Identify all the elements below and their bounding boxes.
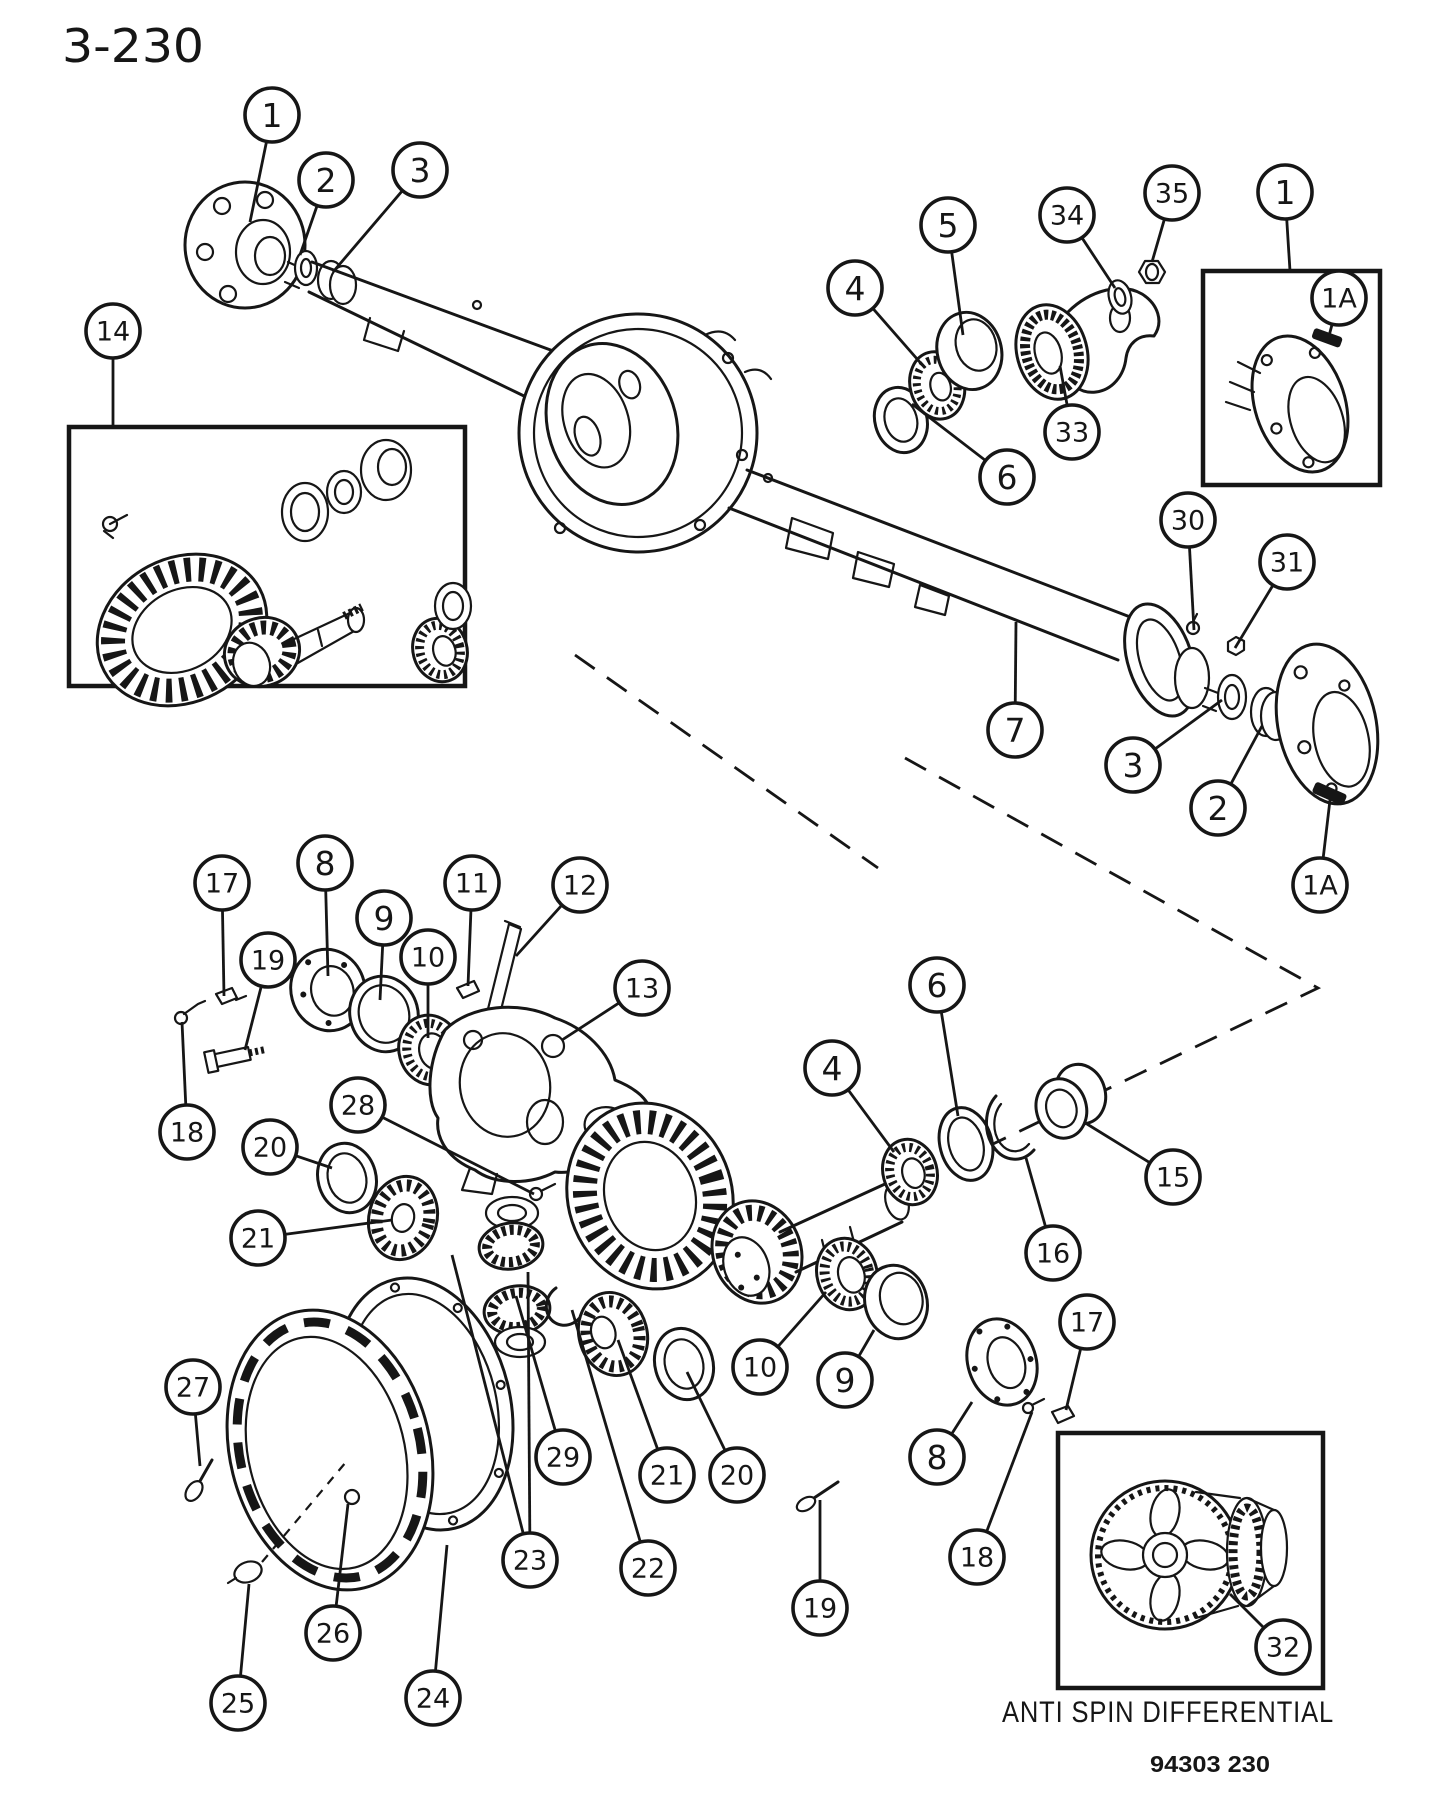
svg-text:1A: 1A	[1302, 870, 1338, 902]
svg-text:1A: 1A	[1321, 283, 1357, 315]
callout-14[interactable]	[86, 304, 140, 427]
svg-text:19: 19	[802, 1593, 838, 1625]
svg-text:33: 33	[1054, 417, 1090, 449]
svg-text:20: 20	[719, 1460, 755, 1492]
callout-31[interactable]	[1235, 535, 1314, 648]
svg-text:7: 7	[1004, 710, 1026, 750]
svg-text:20: 20	[252, 1132, 288, 1164]
callout-6[interactable]	[910, 958, 964, 1116]
pinion-yoke-drawing	[1006, 261, 1165, 407]
callout-12[interactable]	[516, 858, 607, 956]
callout-17[interactable]	[1060, 1295, 1114, 1410]
svg-text:10: 10	[410, 942, 446, 974]
svg-text:6: 6	[926, 965, 948, 1005]
callout-4[interactable]	[805, 1041, 894, 1152]
callout-19[interactable]	[241, 933, 295, 1050]
svg-text:12: 12	[562, 870, 598, 902]
svg-text:6: 6	[996, 457, 1018, 497]
svg-text:1: 1	[261, 95, 283, 135]
svg-text:21: 21	[240, 1223, 276, 1255]
svg-text:15: 15	[1155, 1162, 1191, 1194]
svg-text:30: 30	[1170, 505, 1206, 537]
svg-text:31: 31	[1269, 547, 1305, 579]
callout-18[interactable]	[160, 1022, 214, 1159]
plate-code: 94303 230	[1150, 1751, 1270, 1777]
svg-text:24: 24	[415, 1683, 451, 1715]
svg-text:10: 10	[742, 1352, 778, 1384]
callout-24[interactable]	[406, 1545, 460, 1725]
svg-text:4: 4	[821, 1048, 843, 1088]
callout-7[interactable]	[988, 622, 1042, 757]
callout-32[interactable]	[1230, 1594, 1310, 1674]
callout-34[interactable]	[1040, 188, 1115, 288]
callout-19[interactable]	[793, 1500, 847, 1635]
svg-text:32: 32	[1265, 1632, 1301, 1664]
svg-text:35: 35	[1154, 178, 1190, 210]
callout-3[interactable]	[333, 143, 447, 272]
svg-text:11: 11	[454, 868, 490, 900]
svg-text:5: 5	[937, 205, 959, 245]
callout-1[interactable]	[1258, 165, 1312, 271]
pinion-seal-and-bearing-parts	[853, 305, 1021, 459]
svg-text:25: 25	[220, 1688, 256, 1720]
svg-text:17: 17	[204, 868, 240, 900]
svg-text:2: 2	[1207, 788, 1229, 828]
callout-9[interactable]	[818, 1330, 874, 1407]
svg-text:28: 28	[340, 1090, 376, 1122]
svg-text:29: 29	[545, 1442, 581, 1474]
svg-text:13: 13	[624, 973, 660, 1005]
svg-text:27: 27	[175, 1372, 211, 1404]
axle-housing-drawing	[185, 182, 1392, 813]
callout-4[interactable]	[828, 261, 925, 368]
callout-25[interactable]	[211, 1584, 265, 1730]
figure-number: 3-230	[62, 19, 204, 73]
svg-text:18: 18	[959, 1542, 995, 1574]
callout-10[interactable]	[733, 1292, 826, 1394]
svg-text:3: 3	[409, 150, 431, 190]
svg-text:1: 1	[1274, 172, 1296, 212]
callout-35[interactable]	[1145, 166, 1199, 262]
callout-2[interactable]	[299, 153, 353, 255]
svg-text:17: 17	[1069, 1307, 1105, 1339]
callout-15[interactable]	[1087, 1124, 1200, 1204]
svg-text:8: 8	[314, 843, 336, 883]
svg-text:34: 34	[1049, 200, 1085, 232]
svg-text:2: 2	[315, 160, 337, 200]
callout-2[interactable]	[1191, 726, 1262, 835]
callout-8[interactable]	[910, 1402, 972, 1484]
svg-text:14: 14	[95, 316, 131, 348]
callout-1A[interactable]	[1293, 800, 1347, 912]
svg-text:3: 3	[1122, 745, 1144, 785]
svg-text:16: 16	[1035, 1238, 1071, 1270]
anti-spin-caption: ANTI SPIN DIFFERENTIAL	[1002, 1696, 1334, 1729]
svg-text:18: 18	[169, 1117, 205, 1149]
callout-13[interactable]	[562, 961, 669, 1040]
callout-27[interactable]	[166, 1360, 220, 1466]
svg-text:26: 26	[315, 1618, 351, 1650]
svg-text:9: 9	[834, 1360, 856, 1400]
svg-text:23: 23	[512, 1545, 548, 1577]
callout-30[interactable]	[1161, 493, 1215, 630]
callout-16[interactable]	[1026, 1158, 1080, 1280]
svg-text:9: 9	[373, 898, 395, 938]
assembly-axis-dashed-lines	[575, 655, 1318, 1155]
svg-text:22: 22	[630, 1553, 666, 1585]
svg-text:19: 19	[250, 945, 286, 977]
svg-text:21: 21	[649, 1460, 685, 1492]
callout-17[interactable]	[195, 856, 249, 996]
ring-gear-inset-box	[69, 427, 474, 735]
callout-1A[interactable]	[1312, 271, 1366, 336]
svg-text:8: 8	[926, 1437, 948, 1477]
callout-18[interactable]	[950, 1412, 1032, 1584]
svg-text:4: 4	[844, 268, 866, 308]
callout-6[interactable]	[912, 404, 1034, 504]
